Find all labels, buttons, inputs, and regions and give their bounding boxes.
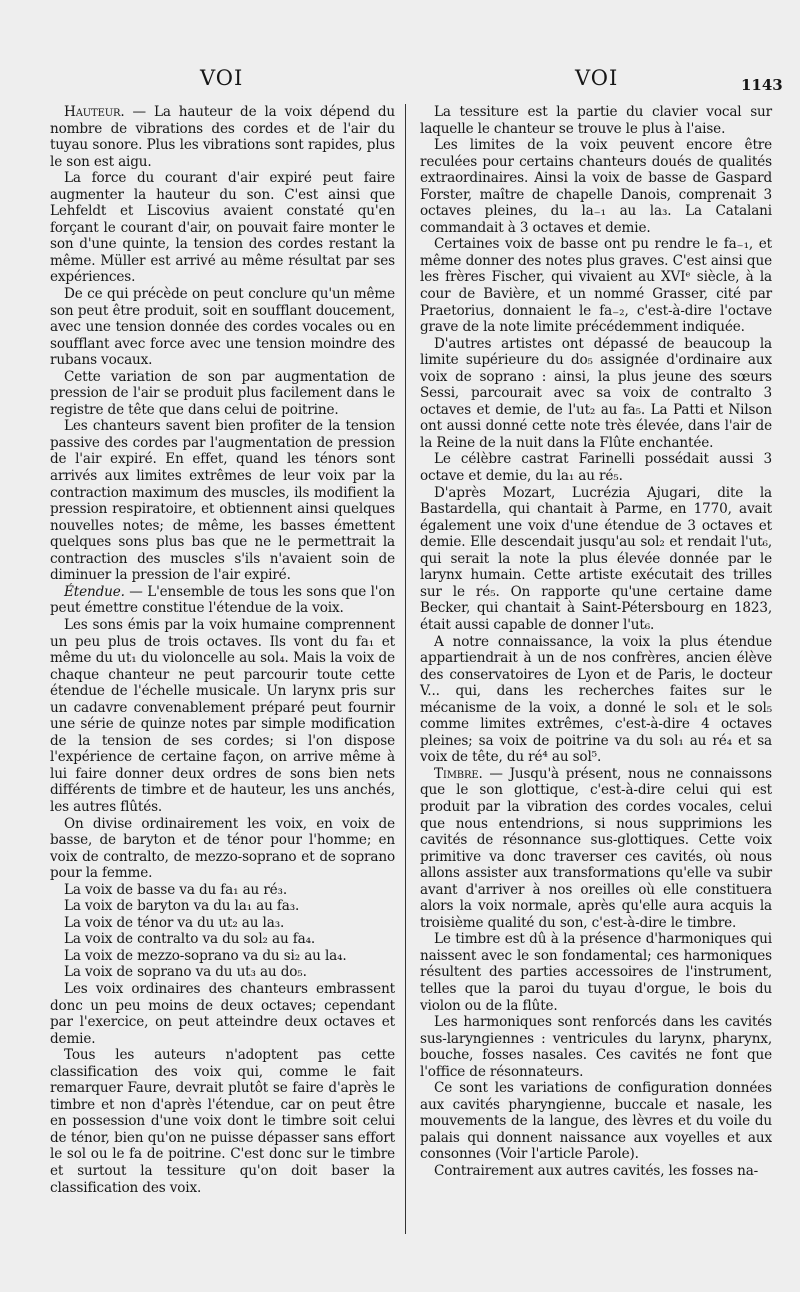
paragraph: Ce sont les variations de configuration données aux cavités pharyngienne, buccale et nasale, les mouvements de la langue, des lèvres et du voile du palais qui donnent naissance aux voyelles et aux consonnes (Voir l'article Parole). — [420, 1080, 772, 1163]
timbre-text: — Jusqu'à présent, nous ne connaissons que le son glottique, c'est-à-dire celui qui est produit par la vibration des cordes vocales, celui que nous entendrions, si nous supprimions les cavités de résonnance sus-glottiques. Cette voix primitive va donc traverser ces cavités, où nous allons assister aux transformations qu'elle va subir avant d'arriver à nos oreilles où elle constituera alors la voix normale, après qu'elle aura acquis la troisième qualité du son, c'est-à-dire le timbre. — [420, 765, 772, 931]
paragraph: La tessiture est la partie du clavier vocal sur laquelle le chanteur se trouve le plus à l'aise. — [420, 104, 772, 137]
page-number: 1143 — [741, 76, 783, 94]
left-column — [50, 104, 395, 1196]
paragraph-etendue — [50, 584, 395, 617]
voice-range-entry: La voix de ténor va du ut₂ au la₃. — [64, 914, 285, 931]
paragraph: On divise ordinairement les voix, en voix de basse, de baryton et de ténor pour l'homme; en voix de contralto, de mezzo-soprano et de soprano pour la femme. — [50, 815, 395, 882]
voice-range-entry: La voix de basse va du fa₁ au ré₃. — [64, 881, 288, 898]
paragraph: Les voix ordinaires des chanteurs embrassent donc un peu moins de deux octaves; cependant par l'exercice, on peut atteindre deux octaves et demie. — [50, 980, 395, 1047]
paragraph: Contrairement aux autres cavités, les fosses na- — [434, 1163, 759, 1179]
voice-range-entry: La voix de contralto va du sol₂ au fa₄. — [64, 931, 316, 948]
paragraph: De ce qui précède on peut conclure qu'un même son peut être produit, soit en soufflant doucement, avec une tension donnée des cordes vocales ou en soufflant avec force avec une tension moindre des rubans vocaux. — [50, 286, 395, 369]
paragraph-timbre — [420, 766, 772, 931]
paragraph: Cette variation de son par augmentation de pression de l'air se produit plus facilement dans le registre de tête que dans celui de poitrine. — [50, 368, 395, 418]
paragraph: Certaines voix de basse ont pu rendre le fa₋₁, et même donner des notes plus graves. C'est ainsi que les frères Fischer, qui vivaient au XVIᵉ siècle, à la cour de Bavière, et un nommé Grasser, cité par Praetorius, donnaient le fa₋₂, c'est-à-dire l'octave grave de la note limite précédemment indiquée. — [420, 236, 772, 336]
section-heading-etendue: Étendue. — [64, 583, 125, 600]
paragraph: Tous les auteurs n'adoptent pas cette classification des voix qui, comme le fait remarquer Faure, devrait plutôt se faire d'après le timbre et non d'après l'étendue, car on peut être en possession d'une voix dont le timbre soit celui de ténor, bien qu'on ne puisse dépasser sans effort le sol ou le fa de poitrine. C'est donc sur le timbre et surtout la tessiture qu'on doit baser la classification des voix. — [50, 1047, 395, 1196]
voice-range-entry: La voix de baryton va du la₁ au fa₃. — [64, 898, 300, 915]
paragraph: Les harmoniques sont renforcés dans les cavités sus-laryngiennes : ventricules du larynx, pharynx, bouche, fosses nasales. Ces cavités ne font que l'office de résonnateurs. — [420, 1014, 772, 1080]
hauteur-text: — La hauteur de la voix dépend du nombre de vibrations des cordes et de l'air du tuyau sonore. Plus les vibrations sont rapides, plus le son est aigu. — [50, 104, 395, 170]
etendue-text: — L'ensemble de tous les sons que l'on peut émettre constitue l'étendue de la voix. — [50, 583, 395, 617]
paragraph: Le timbre est dû à la présence d'harmoniques qui naissent avec le son fondamental; ces harmoniques résultent des parties accessoires de l'instrument, telles que la paroi du tuyau d'orgue, le bois du violon ou de la flûte. — [420, 931, 772, 1014]
column-divider — [405, 104, 406, 1234]
voice-range-entry: La voix de soprano va du ut₃ au do₅. — [64, 964, 307, 981]
voice-range-entry: La voix de mezzo-soprano va du si₂ au la₄. — [64, 947, 347, 964]
paragraph: La force du courant d'air expiré peut faire augmenter la hauteur du son. C'est ainsi que Lehfeldt et Liscovius avaient constaté qu'en forçant le courant d'air, on pouvait faire monter le son d'une quinte, la tension des cordes restant la même. Müller est arrivé au même résultat par ses expériences. — [50, 170, 395, 286]
paragraph: Le célèbre castrat Farinelli possédait aussi 3 octave et demie, du la₁ au ré₅. — [420, 451, 772, 485]
paragraph: Les chanteurs savent bien profiter de la tension passive des cordes par l'augmentation de pression de l'air expiré. En effet, quand les ténors sont arrivés aux limites extrêmes de leur voix par la contraction maximum des muscles, ils modifient la pression respiratoire, et obtiennent ainsi quelques nouvelles notes; de même, les basses émettent quelques sons plus bas que ne le permettrait la contraction des muscles s'ils n'avaient soin de diminuer la pression de l'air expiré. — [50, 418, 395, 584]
running-head-left: VOI — [200, 66, 244, 90]
section-heading-hauteur: Hauteur. — [64, 104, 125, 120]
section-heading-timbre: Timbre. — [434, 765, 483, 782]
running-head-right: VOI — [575, 66, 619, 90]
paragraph: D'après Mozart, Lucrézia Ajugari, dite la Bastardella, qui chantait à Parme, en 1770, avait également une voix d'une étendue de 3 octaves et demie. Elle descendait jusqu'au sol₂ et rendait l'ut₆, qui serait la note la plus élevée donnée par le larynx humain. Cette artiste exécutait des trilles sur le ré₅. On rapporte qu'une certaine dame Becker, qui chantait à Saint-Pétersbourg en 1823, était aussi capable de donner l'ut₆. — [420, 484, 772, 633]
paragraph: Les limites de la voix peuvent encore être reculées pour certains chanteurs doués de qualités extraordinaires. Ainsi la voix de basse de Gaspard Forster, maître de chapelle Danois, comprenait 3 octaves pleines, du la₋₁ au la₃. La Catalani commandait à 3 octaves et demie. — [420, 137, 772, 236]
paragraph: A notre connaissance, la voix la plus étendue appartiendrait à un de nos confrères, ancien élève des conservatoires de Lyon et de Paris, le docteur V... qui, dans les recherches faites sur le mécanisme de la voix, a donné le sol₁ et le sol₅ comme limites extrêmes, c'est-à-dire 4 octaves pleines; sa voix de poitrine va du sol₁ au ré₄ et sa voix de tête, du ré⁴ au sol⁵. — [420, 633, 772, 766]
paragraph-hauteur — [50, 104, 395, 170]
paragraph: Les sons émis par la voix humaine comprennent un peu plus de trois octaves. Ils vont du fa₁ et même du ut₁ du violoncelle au sol₄. Mais la voix de chaque chanteur ne peut parcourir toute cette étendue de l'échelle musicale. Un larynx pris sur un cadavre convenablement préparé peut fournir une série de quinze notes par simple modification de la tension de ses cordes; si l'on dispose l'expérience de certaine façon, on arrive même à lui faire donner deux ordres de sons bien nets différents de timbre et de hauteur, les uns anchés, les autres flûtés. — [50, 616, 395, 815]
paragraph: D'autres artistes ont dépassé de beaucoup la limite supérieure du do₅ assignée d'ordinaire aux voix de soprano : ainsi, la plus jeune des sœurs Sessi, parcourait avec sa voix de contralto 3 octaves et demie, de l'ut₂ au fa₅. La Patti et Nilson ont aussi donné cette note très élevée, dans l'air de la Reine de la nuit dans la Flûte enchantée. — [420, 335, 772, 451]
right-column — [420, 104, 772, 1180]
